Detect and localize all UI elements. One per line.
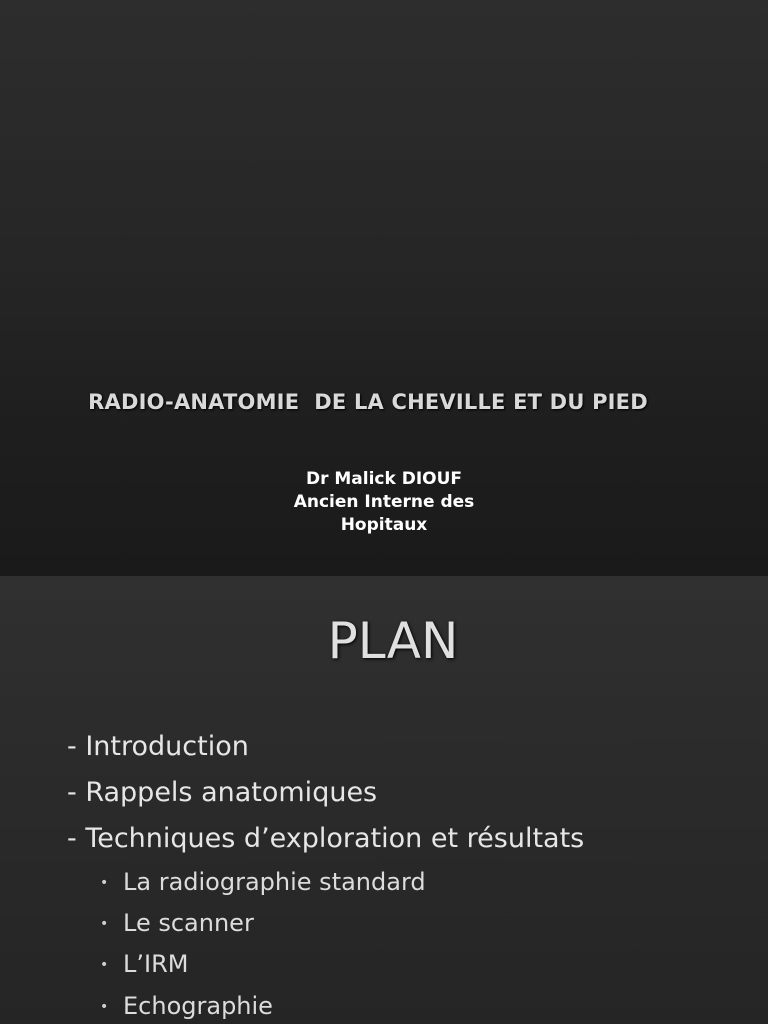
author-name: Dr Malick DIOUF [305, 469, 463, 489]
subitem-label: La radiographie standard [123, 868, 426, 896]
presentation-title: RADIO-ANATOMIE DE LA CHEVILLE ET DU PIED [88, 390, 648, 414]
plan-subitem-scanner [100, 908, 254, 939]
author-role-line-2: Hopitaux [340, 515, 428, 535]
subitem-label: Le scanner [123, 909, 254, 937]
author-role-line-1: Ancien Interne des [293, 492, 475, 512]
author-block [0, 468, 768, 537]
bullet-dot-icon: • [100, 875, 109, 891]
subitem-label: L’IRM [123, 950, 189, 978]
plan-item-techniques: - Techniques d’exploration et résultats [67, 823, 585, 854]
subitem-label: Echographie [123, 992, 273, 1020]
plan-title: PLAN [327, 612, 459, 670]
plan-subitem-echographie [100, 991, 273, 1022]
bullet-dot-icon: • [100, 999, 109, 1015]
plan-item-rappels: - Rappels anatomiques [67, 777, 378, 808]
plan-subitem-irm [100, 949, 188, 980]
bullet-dot-icon: • [100, 957, 109, 973]
plan-subitem-radiographie [100, 867, 426, 898]
plan-item-introduction: - Introduction [67, 731, 249, 762]
bullet-dot-icon: • [100, 916, 109, 932]
